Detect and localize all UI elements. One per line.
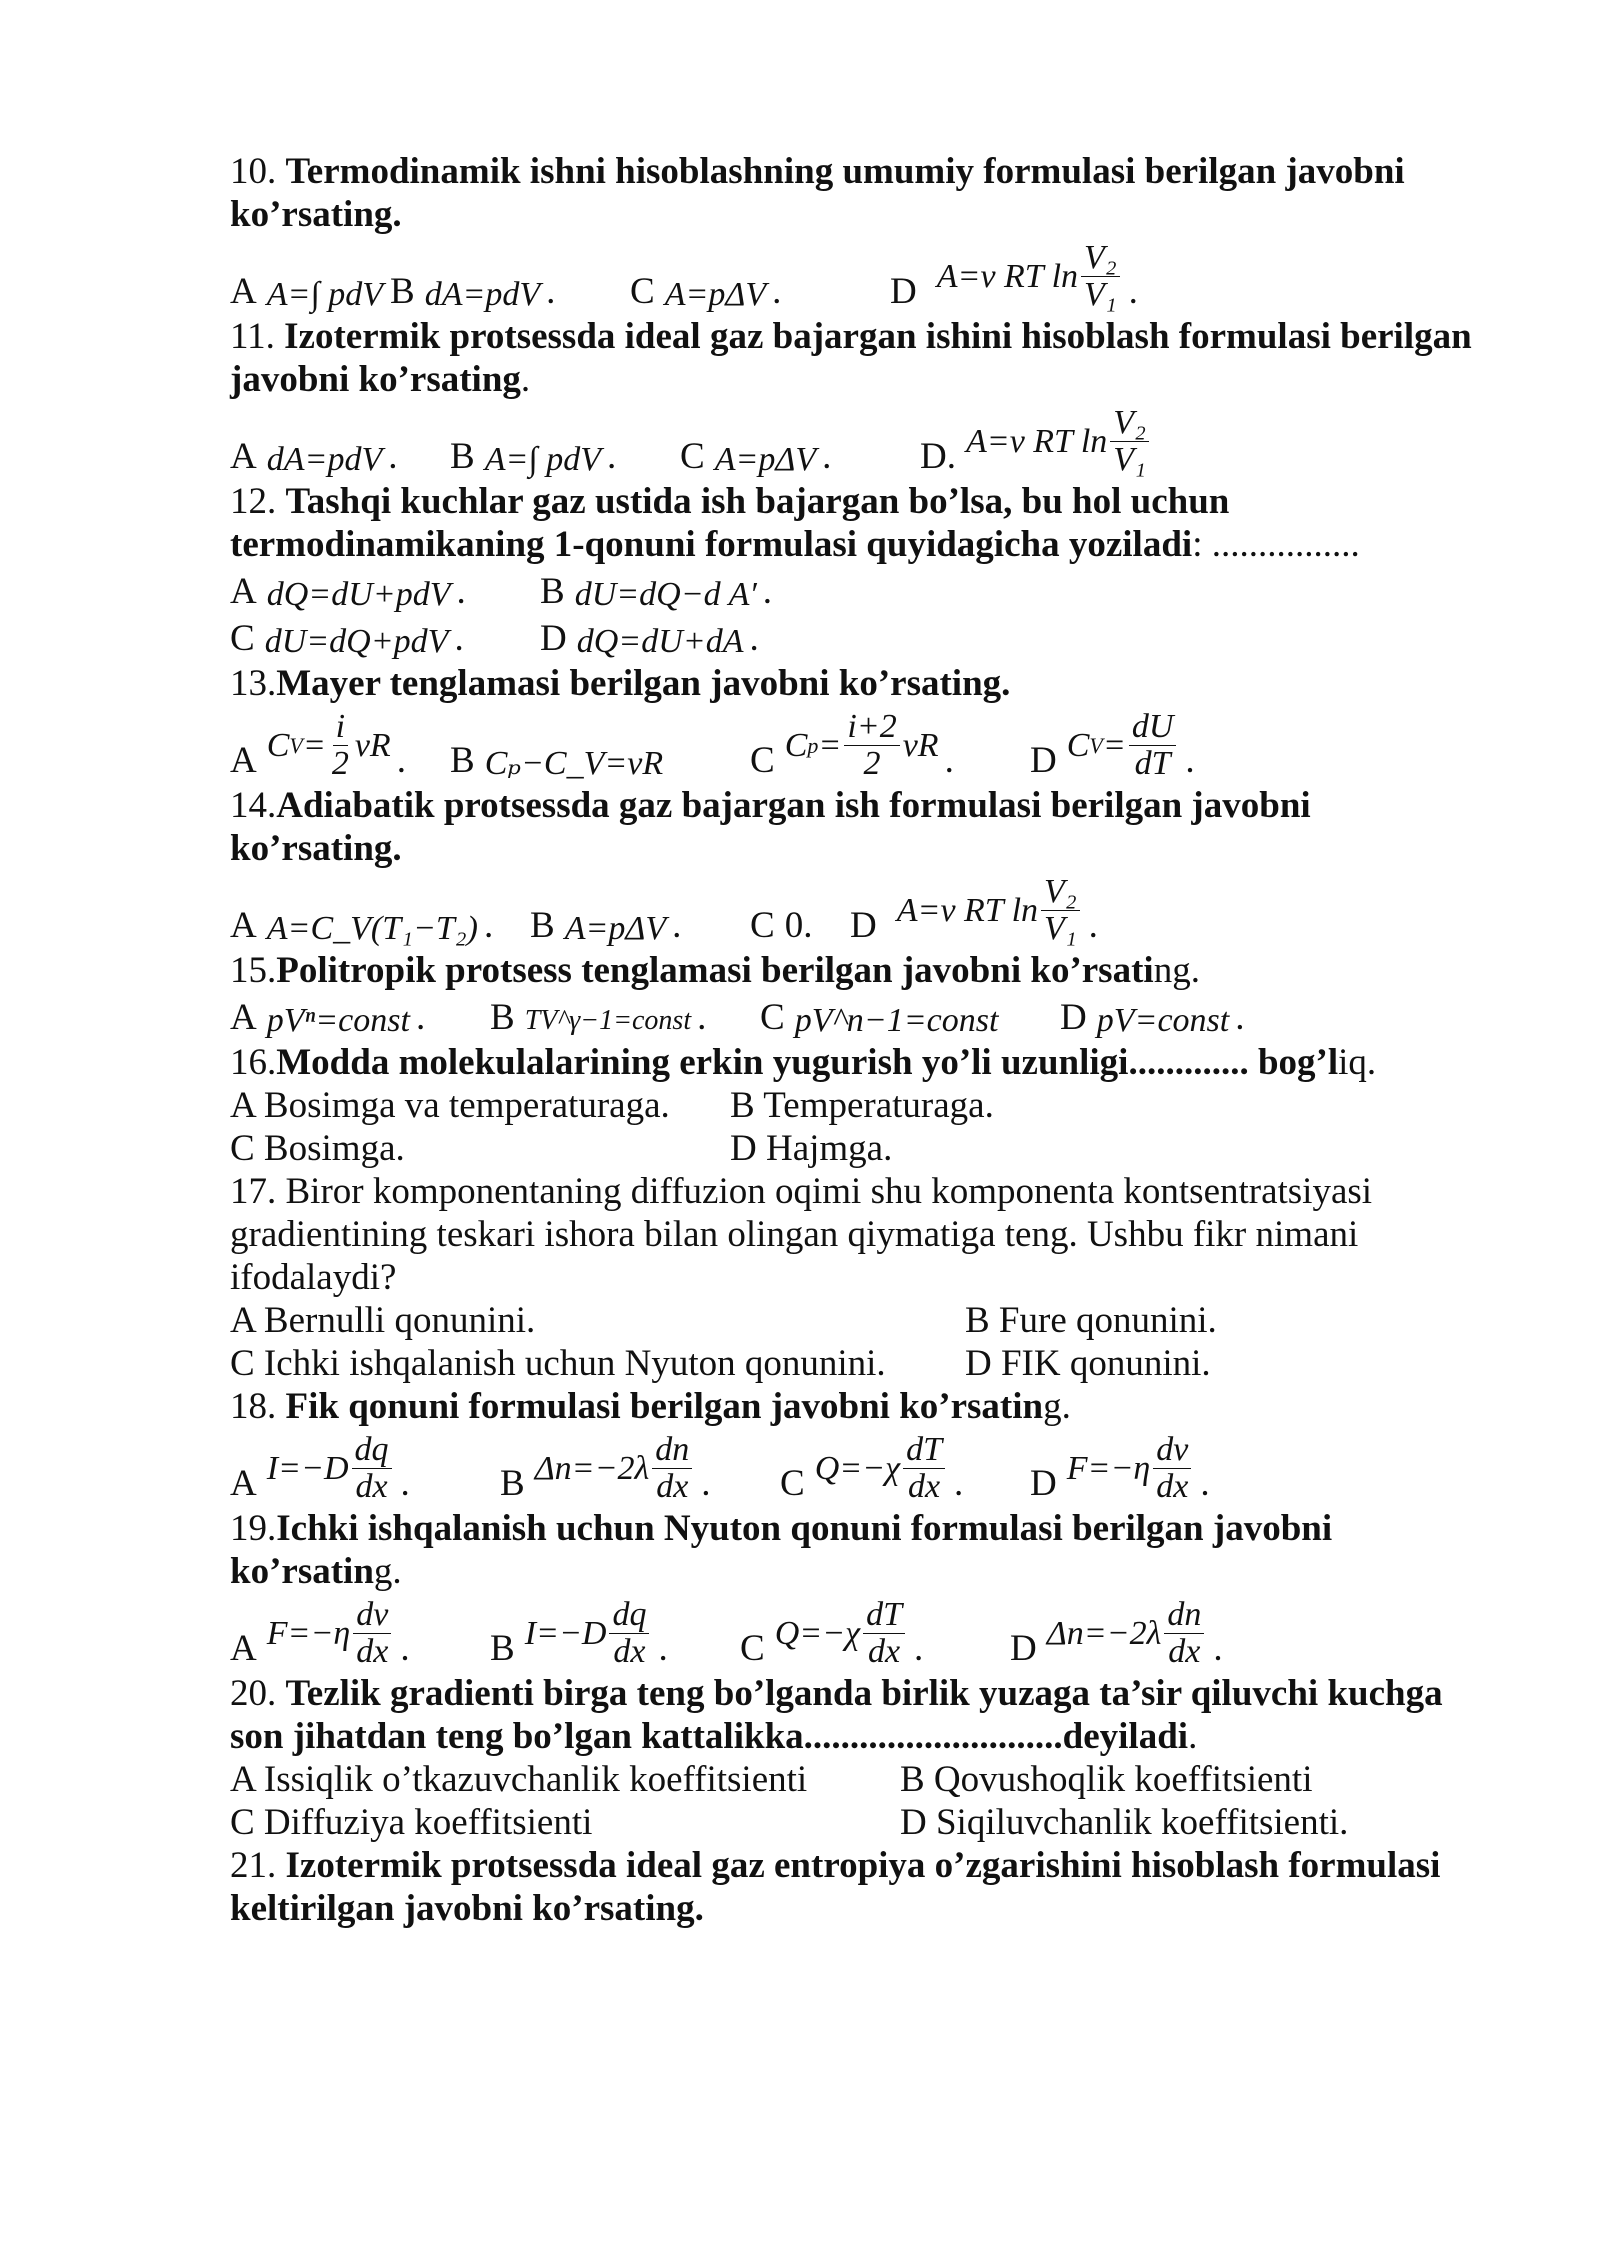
- formula: Q=−χ $\frac{dT}{dx}$: [815, 1432, 948, 1505]
- formula: TV^γ−1=const: [524, 1005, 692, 1036]
- formula: Δn=−2λ $\frac{dn}{dx}$: [1047, 1597, 1208, 1670]
- option-letter: D: [850, 905, 877, 946]
- question-17-line-1: 17. Biror komponentaning diffuzion oqimi shu komponenta kontsentratsiyasi: [230, 1171, 1373, 1212]
- q18-options: A I=−D $\frac{dq}{dx}$ . B Δn=−2λ $\frac{dn}{dx}$ . C Q=−χ $\frac{dT}{dx}$ . D F=−η $\frac{dv}{dx}$ .: [230, 1431, 1210, 1505]
- formula: C p = $\frac{i+2}{2}$ νR: [784, 708, 939, 782]
- question-text: Adiabatik protsessda gaz bajargan ish formulasi berilgan javobni ko’rsating.: [230, 785, 1311, 869]
- q17-options-cd: [230, 1342, 1490, 1385]
- option-a: A Bernulli qonunini.: [230, 1300, 536, 1341]
- formula: C V = $\frac{dU}{dT}$: [1067, 709, 1180, 782]
- formula: Δn=−2λ $\frac{dn}{dx}$: [535, 1432, 696, 1505]
- question-12: 12. Tashqi kuchlar gaz ustida ish bajargan bo’lsa, bu hol uchun termodinamikaning 1-qonuni formulasi quyidagicha yoziladi: ................: [230, 481, 1360, 565]
- option-d: D FIK qonunini.: [965, 1343, 1211, 1384]
- option-letter: C: [740, 1628, 765, 1669]
- option-letter: D: [1010, 1628, 1037, 1669]
- option-c: C Bosimga.: [230, 1128, 405, 1169]
- formula: dQ=dU+dA: [576, 623, 744, 660]
- option-letter: B: [390, 271, 415, 312]
- question-text: Termodinamik ishni hisoblashning umumiy formulasi berilgan javobni ko’rsating.: [230, 151, 1405, 235]
- option-letter: D: [540, 618, 567, 659]
- option-letter: B: [540, 571, 565, 612]
- formula: I=−D $\frac{dq}{dx}$: [525, 1597, 653, 1670]
- option-letter: A: [230, 271, 257, 312]
- formula: dQ=dU+pdV: [266, 576, 451, 613]
- question-text: Politropik protsess tenglamasi berilgan javobni ko’rsati: [276, 950, 1154, 991]
- option-letter: C: [780, 1463, 805, 1504]
- test-page: [230, 150, 1490, 1930]
- formula: Cₚ−C_V=νR: [484, 745, 664, 782]
- question-18: 18. Fik qonuni formulasi berilgan javobni ko’rsating.: [230, 1386, 1071, 1427]
- option-a: A Bosimga va temperaturaga.: [230, 1085, 670, 1126]
- formula: A=ν RT ln $\frac{\text{V₂}}{\text{V₁}}$: [937, 240, 1123, 313]
- q17-options-ab: [230, 1299, 1490, 1342]
- option-letter: C: [750, 740, 775, 781]
- option-letter: B: [490, 997, 515, 1038]
- question-16: 16.Modda molekulalarining erkin yugurish yo’li uzunligi............. bog’liq.: [230, 1042, 1377, 1083]
- option-a: A Issiqlik o’tkazuvchanlik koeffitsienti: [230, 1759, 808, 1800]
- question-11: 11. Izotermik protsessda ideal gaz bajargan ishini hisoblash formulasi berilgan javobni ko’rsating.: [230, 316, 1472, 400]
- option-letter: D: [1030, 740, 1057, 781]
- q19-options: A F=−η $\frac{dv}{dx}$ . B I=−D $\frac{dq}{dx}$ . C Q=−χ $\frac{dT}{dx}$ . D Δn=−2λ $\frac{dn}{dx}$ .: [230, 1596, 1223, 1670]
- formula: Q=−χ $\frac{dT}{dx}$: [775, 1597, 908, 1670]
- question-20: 20. Tezlik gradienti birga teng bo’lganda birlik yuzaga ta’sir qiluvchi kuchga son jihatdan teng bo’lgan kattalikka............................deyiladi.: [230, 1673, 1443, 1757]
- option-letter: C: [750, 905, 775, 946]
- option-letter: B: [450, 436, 475, 477]
- option-letter: A: [230, 905, 257, 946]
- option-letter: C: [630, 271, 655, 312]
- question-text: Izotermik protsessda ideal gaz bajargan ishini hisoblash formulasi berilgan javobni ko’rsating: [230, 316, 1472, 400]
- q16-options-ab: [230, 1084, 1490, 1127]
- formula: A=pΔV: [664, 276, 767, 313]
- question-14: 14.Adiabatik protsessda gaz bajargan ish formulasi berilgan javobni ko’rsating.: [230, 785, 1311, 869]
- question-15: 15.Politropik protsess tenglamasi berilgan javobni ko’rsating.: [230, 950, 1200, 991]
- q14-options: A A=C_V(T₁−T₂) . B A=pΔV . C 0. D A=ν RT ln $\frac{\text{V₂}}{\text{V₁}}$ .: [230, 873, 1098, 947]
- question-text: Izotermik protsessda ideal gaz entropiya o’zgarishini hisoblash formulasi keltirilgan javobni ko’rsating.: [230, 1845, 1441, 1929]
- formula: A=ν RT ln $\frac{\text{V₂}}{\text{V₁}}$: [897, 874, 1083, 947]
- q13-options: A C V = $\frac{i}{2}$ νR . B Cₚ−C_V=νR C C p = $\frac{i+2}{2}$ νR . D C V = $\frac{dU}{dT}$ .: [230, 708, 1195, 782]
- option-letter: D: [1030, 1463, 1057, 1504]
- formula: A=∫ pdV: [484, 441, 601, 478]
- question-text: Mayer tenglamasi berilgan javobni ko’rsating.: [276, 663, 1011, 704]
- formula: A=ν RT ln $\frac{\text{V₂}}{\text{V₁}}$: [966, 405, 1152, 478]
- option-d: D Siqiluvchanlik koeffitsienti.: [900, 1802, 1349, 1843]
- option-letter: D: [1060, 997, 1087, 1038]
- formula: I=−D $\frac{dq}{dx}$: [267, 1432, 395, 1505]
- formula: A=pΔV: [714, 441, 817, 478]
- question-text: Tezlik gradienti birga teng bo’lganda birlik yuzaga ta’sir qiluvchi kuchga son jihatdan teng bo’lgan kattalikka............................deyiladi: [230, 1673, 1443, 1757]
- question-17-line-2: gradientining teskari ishora bilan olingan qiymatiga teng. Ushbu fikr nimani: [230, 1214, 1359, 1255]
- option-letter: B: [490, 1628, 515, 1669]
- question-21: 21. Izotermik protsessda ideal gaz entropiya o’zgarishini hisoblash formulasi keltirilgan javobni ko’rsating.: [230, 1845, 1441, 1929]
- question-text: Modda molekulalarining erkin yugurish yo’li uzunligi............. bog’l: [276, 1042, 1339, 1083]
- option-c: C Ichki ishqalanish uchun Nyuton qonunini.: [230, 1343, 886, 1384]
- option-c: C Diffuziya koeffitsienti: [230, 1802, 593, 1843]
- formula: dA=pdV: [266, 441, 383, 478]
- option-letter: A: [230, 740, 257, 781]
- q12-options-cd: C dU=dQ+pdV . D dQ=dU+dA .: [230, 618, 759, 660]
- option-b: B Temperaturaga.: [730, 1085, 994, 1126]
- question-10: [230, 150, 1490, 236]
- option-letter: C: [760, 997, 785, 1038]
- option-letter: C: [230, 618, 255, 659]
- option-d: D Hajmga.: [730, 1128, 893, 1169]
- q20-options-cd: [230, 1801, 1490, 1844]
- formula: F=−η $\frac{dv}{dx}$: [1067, 1432, 1195, 1505]
- formula: dU=dQ+pdV: [264, 623, 449, 660]
- option-letter: A: [230, 436, 257, 477]
- question-number: 10.: [230, 151, 277, 192]
- formula: dU=dQ−d A′: [574, 576, 757, 613]
- formula: F=−η $\frac{dv}{dx}$: [267, 1597, 395, 1670]
- question-13: 13.Mayer tenglamasi berilgan javobni ko’rsating.: [230, 663, 1011, 704]
- formula: pV^n−1=const: [794, 1002, 999, 1039]
- formula: pV=const: [1096, 1002, 1230, 1039]
- question-17-line-3: ifodalaydi?: [230, 1257, 397, 1298]
- option-letter: D: [890, 271, 917, 312]
- formula: dA=pdV: [424, 276, 541, 313]
- option-value: 0.: [784, 905, 813, 946]
- option-letter: A: [230, 997, 257, 1038]
- q11-options: A dA=pdV . B A=∫ pdV . C A=pΔV . D. A=ν RT ln $\frac{\text{V₂}}{\text{V₁}}$: [230, 405, 1490, 478]
- option-letter: A: [230, 1463, 257, 1504]
- question-text: Fik qonuni formulasi berilgan javobni ko’rsatin: [285, 1386, 1044, 1427]
- option-letter: B: [500, 1463, 525, 1504]
- option-letter: B: [530, 905, 555, 946]
- option-letter: A: [230, 1628, 257, 1669]
- question-text: Tashqi kuchlar gaz ustida ish bajargan bo’lsa, bu hol uchun termodinamikaning 1-qonuni formulasi quyidagicha yoziladi: [230, 481, 1230, 565]
- formula: A=pΔV: [564, 910, 667, 947]
- formula: C V = $\frac{i}{2}$ νR: [266, 708, 391, 782]
- option-letter: A: [230, 571, 257, 612]
- q16-options-cd: [230, 1127, 1490, 1170]
- question-text: Ichki ishqalanish uchun Nyuton qonuni formulasi berilgan javobni ko’rsatin: [230, 1508, 1333, 1592]
- q10-options: A A=∫ pdV B dA=pdV . C A=pΔV . D A=ν RT ln $\frac{\text{V₂}}{\text{V₁}}$ .: [230, 239, 1138, 313]
- formula: A=∫ pdV: [266, 276, 384, 313]
- option-b: B Qovushoqlik koeffitsienti: [900, 1759, 1313, 1800]
- option-b: B Fure qonunini.: [965, 1300, 1217, 1341]
- option-letter: D.: [920, 436, 956, 477]
- q12-options-ab: A dQ=dU+pdV . B dU=dQ−d A′ .: [230, 571, 773, 613]
- q15-options: A pVⁿ=const . B TV^γ−1=const . C pV^n−1=const D pV=const .: [230, 997, 1245, 1039]
- question-19: 19.Ichki ishqalanish uchun Nyuton qonuni formulasi berilgan javobni ko’rsating.: [230, 1508, 1333, 1592]
- formula: pVⁿ=const: [266, 1002, 410, 1039]
- option-letter: C: [680, 436, 705, 477]
- formula: A=C_V(T₁−T₂): [266, 910, 478, 947]
- q20-options-ab: [230, 1758, 1490, 1801]
- option-letter: B: [450, 740, 475, 781]
